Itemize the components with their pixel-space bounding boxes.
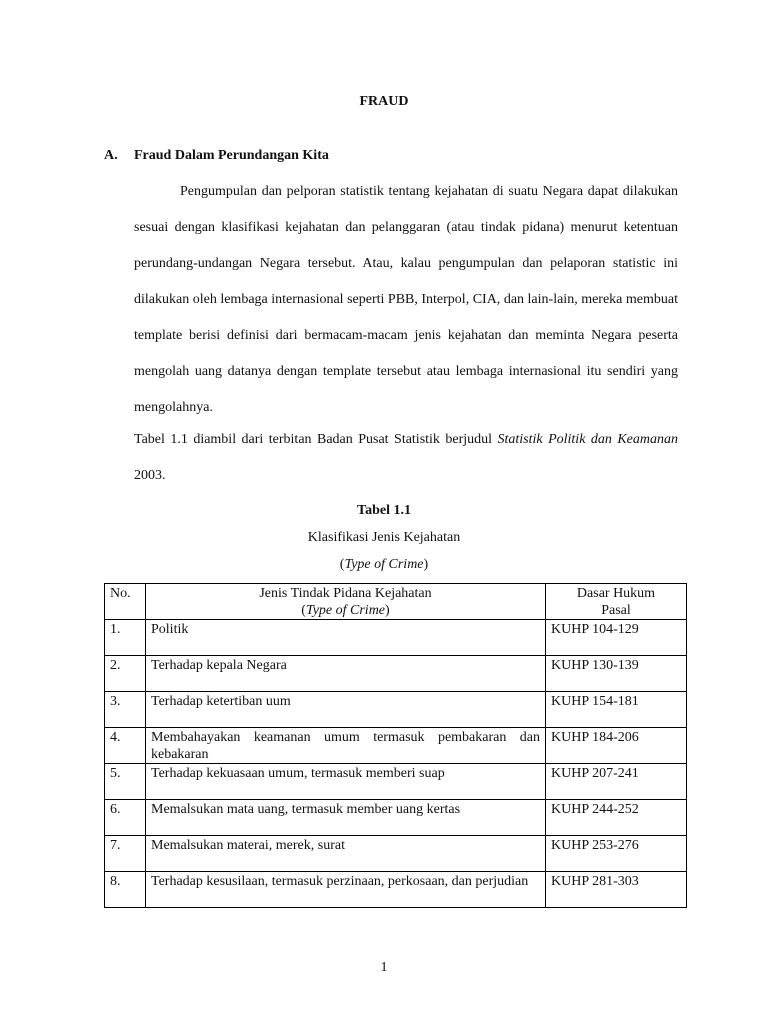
header-jenis-line1: Jenis Tindak Pidana Kejahatan: [259, 586, 432, 601]
row-dasar: KUHP 253-276: [546, 836, 687, 872]
table-row: [105, 620, 687, 656]
table-row: [105, 836, 687, 872]
row-dasar: KUHP 130-139: [546, 656, 687, 692]
crime-classification-table: [104, 583, 687, 908]
row-no: 4.: [105, 728, 146, 764]
row-dasar: KUHP 104-129: [546, 620, 687, 656]
table-title: Tabel 1.1: [357, 503, 411, 518]
page-title: FRAUD: [359, 94, 409, 109]
paragraph-2-lead: Tabel 1.1 diambil dari terbitan Badan Pusat Statistik berjudul: [134, 432, 498, 447]
table-header-row: [105, 584, 687, 620]
header-dasar: [546, 584, 687, 620]
row-jenis: Terhadap ketertiban uum: [146, 692, 546, 728]
body-paragraph-1: Pengumpulan dan pelporan statistik tentang kejahatan di suatu Negara dapat dilakukan sesuai dengan klasifikasi kejahatan dan pelanggaran (atau tindak pidana) menurut ketentuan perundang-undangan Negara tersebut. Atau, kalau pengumpulan dan pelaporan statistic ini dilakukan oleh lembaga internasional seperti PBB, Interpol, CIA, dan lain-lain, mereka membuat template berisi definisi dari bermacam-macam jenis kejahatan dan meminta Negara peserta mengolah uang datanya dengan template tersebut atau lembaga internasional itu sendiri yang mengolahnya.: [134, 184, 678, 415]
table-row: [105, 692, 687, 728]
row-jenis: Terhadap kekuasaan umum, termasuk memberi suap: [146, 764, 546, 800]
row-jenis: Membahayakan keamanan umum termasuk pembakaran dan kebakaran: [146, 728, 546, 764]
publication-title: Statistik Politik dan Keamanan: [497, 432, 678, 447]
row-no: 3.: [105, 692, 146, 728]
page-number: 1: [380, 960, 388, 975]
row-dasar: KUHP 244-252: [546, 800, 687, 836]
section-heading-text: Fraud Dalam Perundangan Kita: [134, 148, 329, 163]
row-dasar: KUHP 281-303: [546, 872, 687, 908]
header-jenis-italic: Type of Crime: [305, 603, 386, 618]
header-dasar-line2: Pasal: [601, 603, 631, 618]
row-jenis: Memalsukan mata uang, termasuk member uang kertas: [146, 800, 546, 836]
row-jenis: Terhadap kesusilaan, termasuk perzinaan, perkosaan, dan perjudian: [146, 872, 546, 908]
table-row: [105, 656, 687, 692]
row-no: 7.: [105, 836, 146, 872]
row-jenis: Memalsukan materai, merek, surat: [146, 836, 546, 872]
body-paragraph-2: [134, 422, 678, 494]
row-no: 1.: [105, 620, 146, 656]
header-no: No.: [105, 584, 146, 620]
paren-close: ): [423, 557, 429, 572]
row-no: 6.: [105, 800, 146, 836]
row-no: 8.: [105, 872, 146, 908]
row-jenis: Politik: [146, 620, 546, 656]
row-dasar: KUHP 154-181: [546, 692, 687, 728]
table-row: [105, 872, 687, 908]
table-subtitle-italic: Type of Crime: [344, 557, 424, 572]
row-no: 2.: [105, 656, 146, 692]
section-heading: [104, 148, 329, 164]
paragraph-2-tail: 2003.: [134, 468, 166, 483]
table-subtitle-english: [0, 557, 768, 573]
row-no: 5.: [105, 764, 146, 800]
paren-open: (: [339, 557, 345, 572]
header-jenis: [146, 584, 546, 620]
table-row: [105, 764, 687, 800]
table-row: [105, 800, 687, 836]
paren-close: ): [385, 603, 390, 618]
row-dasar: KUHP 184-206: [546, 728, 687, 764]
table-row: [105, 728, 687, 764]
section-number: A.: [104, 148, 118, 163]
paren-open: (: [301, 603, 306, 618]
row-dasar: KUHP 207-241: [546, 764, 687, 800]
row-jenis: Terhadap kepala Negara: [146, 656, 546, 692]
header-dasar-line1: Dasar Hukum: [576, 586, 656, 601]
table-subtitle: Klasifikasi Jenis Kejahatan: [307, 530, 461, 545]
